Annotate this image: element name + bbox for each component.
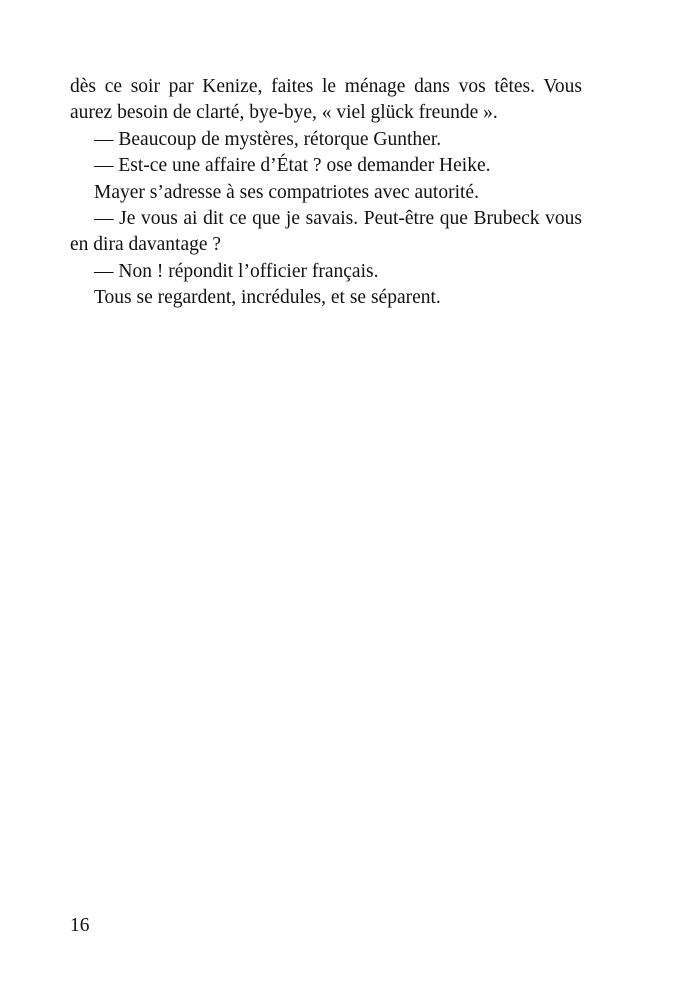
paragraph-line: Tous se regardent, incrédules, et se séparent. — [94, 287, 441, 309]
dialogue-line: — Beaucoup de mystères, rétorque Gunther. — [94, 128, 442, 150]
page-number: 16 — [70, 915, 90, 936]
text-line: dès ce soir par Kenize, faites le ménage dans vos têtes. Vous — [70, 76, 582, 97]
dialogue-line: — Non ! répondit l’officier français. — [94, 260, 379, 282]
text-line: en dira davantage ? — [70, 234, 222, 256]
dialogue-line: — Je vous ai dit ce que je savais. Peut-être que Brubeck vous — [94, 208, 582, 230]
paragraph-line: Mayer s’adresse à ses compatriotes avec autorité. — [94, 181, 479, 203]
text-line: aurez besoin de clarté, bye-bye, « viel glück freunde ». — [70, 102, 498, 124]
dialogue-line: — Est-ce une affaire d’État ? ose demander Heike. — [94, 155, 491, 177]
body-text — [70, 74, 582, 312]
